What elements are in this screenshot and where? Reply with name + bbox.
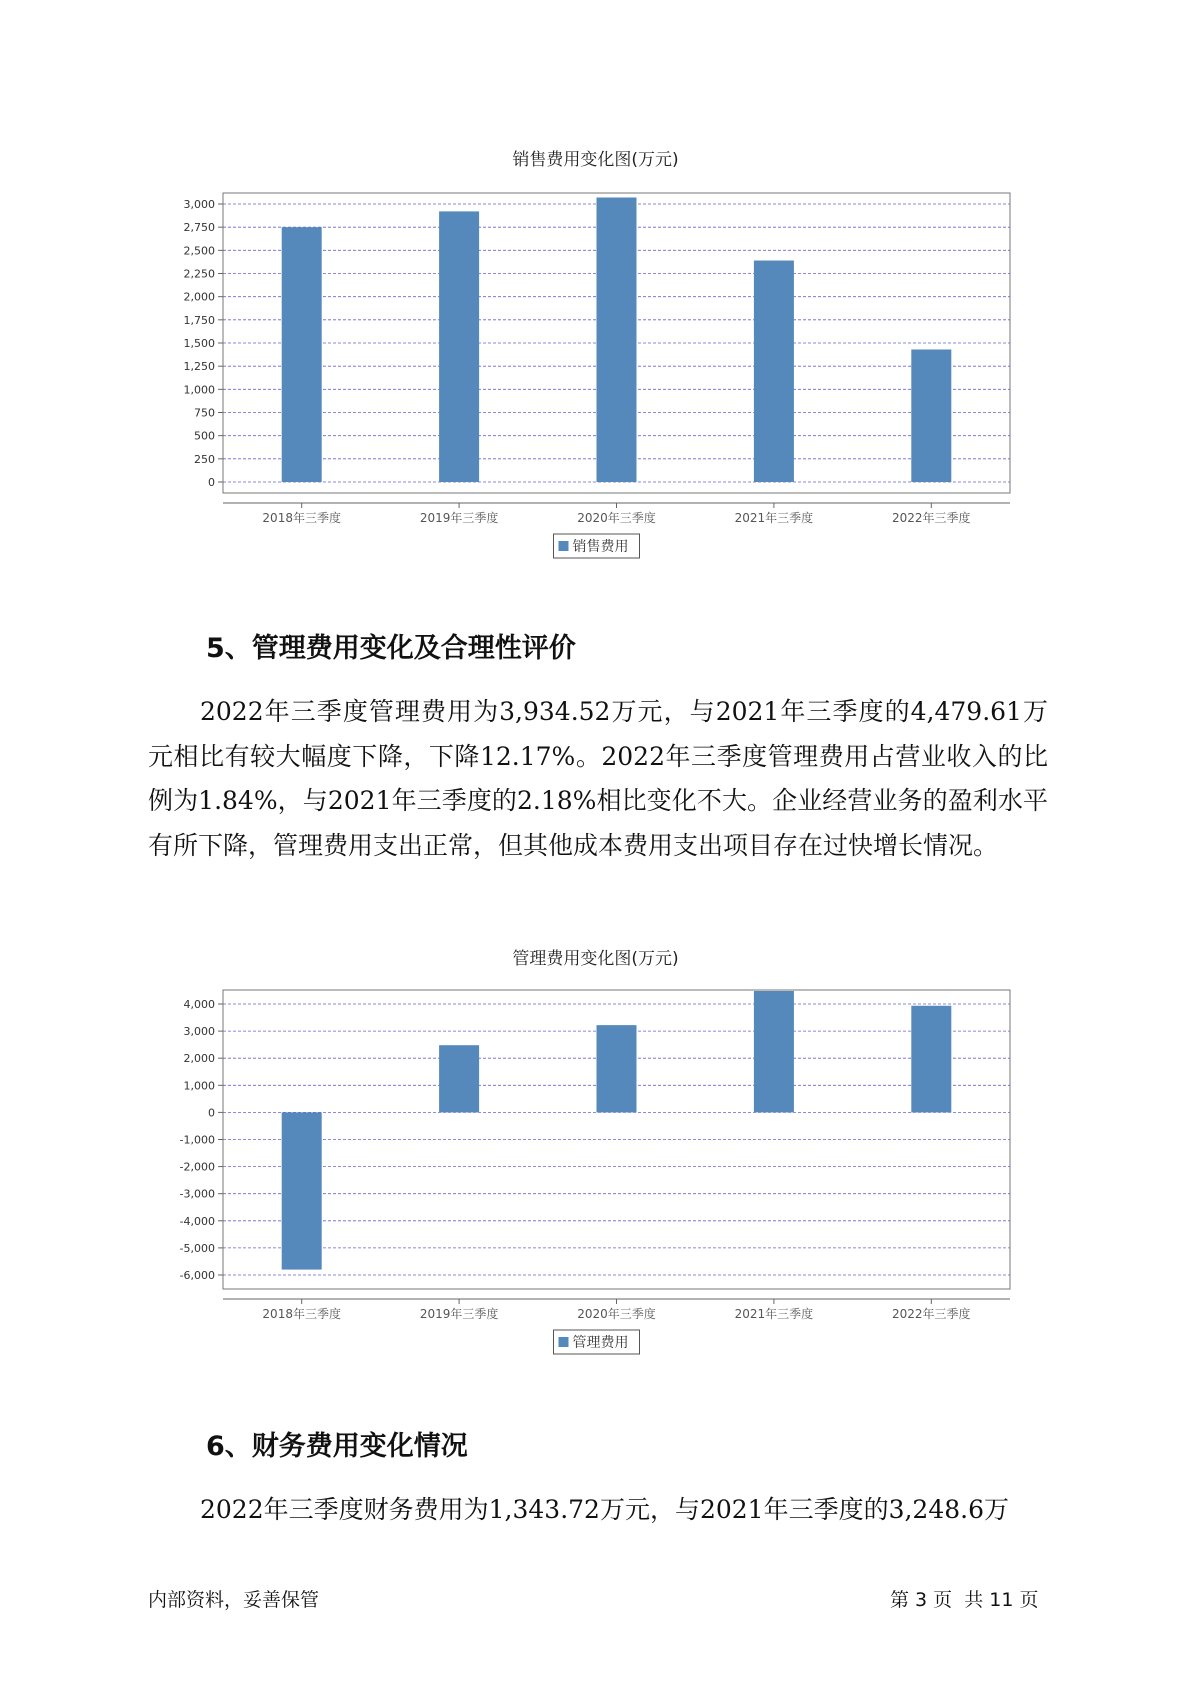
section-5-body (148, 690, 1048, 868)
y-tick-label: 2,250 (183, 267, 215, 281)
y-tick-label: 1,750 (183, 313, 215, 327)
footer-confidential-note: 内部资料，妥善保管 (148, 1589, 320, 1611)
y-tick-label: 2,000 (183, 290, 215, 304)
y-tick-label: -4,000 (179, 1214, 215, 1228)
y-tick-label: 250 (194, 452, 215, 466)
y-tick-label: 1,000 (183, 1079, 215, 1093)
y-tick-label: 1,250 (183, 360, 215, 374)
section-6-paragraph: 2022年三季度财务费用为1,343.72万元，与2021年三季度的3,248.6万 (200, 1495, 1009, 1524)
sales-expense-chart (150, 180, 1030, 600)
y-tick-label: 1,500 (183, 337, 215, 350)
y-tick-label: 3,000 (183, 1025, 215, 1039)
x-tick-label: 2019年三季度 (419, 511, 499, 525)
x-tick-label: 2019年三季度 (419, 1307, 499, 1321)
management-expense-chart (150, 977, 1030, 1397)
x-tick-label: 2022年三季度 (892, 511, 971, 525)
section-6-body (148, 1488, 1048, 1533)
section-5-paragraph: 2022年三季度管理费用为3,934.52万元，与2021年三季度的4,479.61万元相比有较大幅度下降，下降12.17%。2022年三季度管理费用占营业收入的比例为1.84%，与2021年三季度的2.18%相比变化不大。企业经营业务的盈利水平有所下降，管理费用支出正常，但其他成本费用支出项目存在过快增长情况。 (148, 697, 1048, 860)
sales-expense-chart-title: 销售费用变化图(万元) (512, 150, 679, 170)
y-tick-label: 3,000 (183, 198, 215, 211)
y-tick-label: 4,000 (183, 998, 215, 1011)
y-tick-label: -2,000 (179, 1160, 215, 1174)
x-tick-label: 2020年三季度 (577, 511, 656, 525)
y-tick-label: 2,000 (183, 1052, 215, 1066)
x-tick-label: 2022年三季度 (892, 1307, 971, 1321)
y-tick-label: 750 (194, 406, 215, 420)
bar (439, 211, 479, 482)
y-tick-label: 1,000 (183, 383, 215, 397)
y-tick-label: -6,000 (179, 1269, 215, 1282)
bar (597, 1025, 637, 1112)
bar (754, 261, 794, 482)
y-tick-label: 500 (194, 429, 215, 443)
x-tick-label: 2021年三季度 (734, 1307, 814, 1321)
management-expense-chart-title: 管理费用变化图(万元) (512, 949, 679, 969)
bar (911, 1006, 951, 1113)
y-tick-label: 0 (208, 1106, 215, 1120)
y-tick-label: 2,500 (183, 244, 215, 258)
bar (439, 1045, 479, 1112)
y-tick-label: -3,000 (179, 1187, 215, 1201)
footer-page-number: 第 3 页 共 11 页 (890, 1589, 1039, 1611)
bar (282, 227, 322, 482)
bar (282, 1112, 322, 1269)
bar (597, 198, 637, 482)
x-tick-label: 2018年三季度 (262, 511, 341, 525)
y-tick-label: 0 (208, 476, 215, 489)
section-5-heading: 5、管理费用变化及合理性评价 (206, 633, 576, 664)
x-tick-label: 2018年三季度 (262, 1307, 341, 1321)
y-tick-label: -1,000 (179, 1133, 215, 1147)
x-tick-label: 2021年三季度 (734, 511, 814, 525)
legend-swatch (559, 541, 569, 551)
legend-label: 管理费用 (572, 1335, 629, 1351)
legend-swatch (559, 1337, 569, 1347)
section-6-heading: 6、财务费用变化情况 (206, 1431, 468, 1462)
y-tick-label: 2,750 (183, 221, 215, 235)
x-tick-label: 2020年三季度 (577, 1307, 656, 1321)
bar (754, 991, 794, 1112)
bar (911, 349, 951, 482)
legend-label: 销售费用 (572, 539, 629, 555)
y-tick-label: -5,000 (179, 1241, 215, 1255)
